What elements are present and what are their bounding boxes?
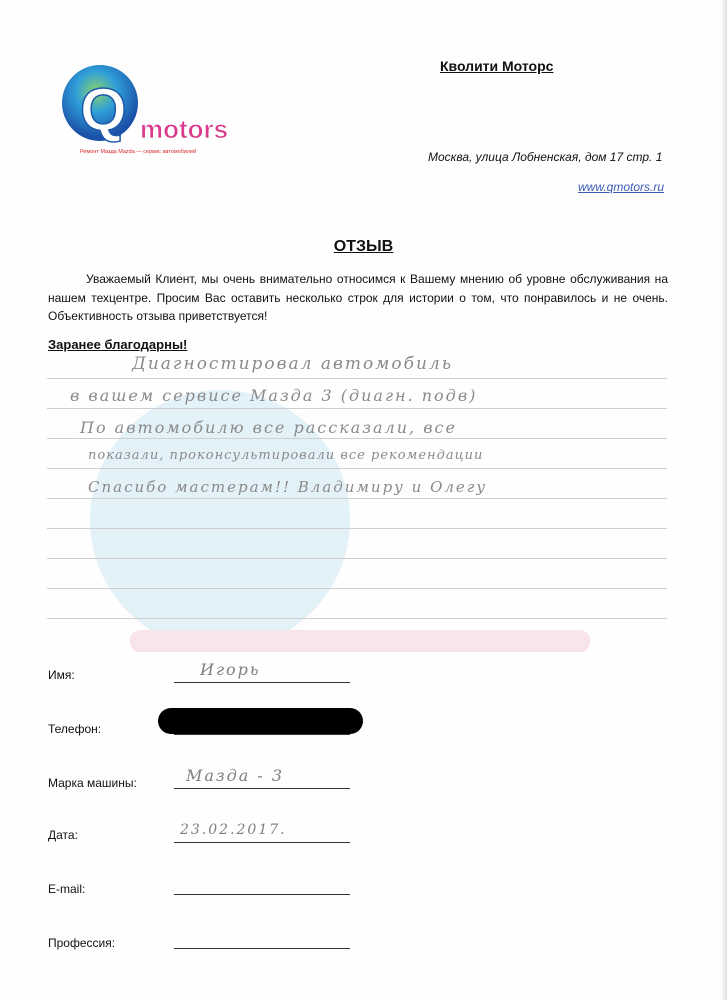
ruled-line [47,588,667,589]
review-line: Диагностировал автомобиль [132,354,454,374]
logo-tagline: Ремонт Мазда Mazda — сервис автомобилей [80,149,197,155]
thanks-heading: Заранее благодарны! [48,337,188,352]
review-line: показали, проконсультировали все рекомендации [88,448,484,463]
car-label: Марка машины: [48,776,137,790]
page-title: ОТЗЫВ [333,238,394,255]
logo-word: motors [140,114,229,144]
review-line: Спасибо мастерам!! Владимиру и Олегу [88,478,488,496]
ruled-line [47,498,667,499]
ruled-line [47,438,667,439]
phone-label: Телефон: [48,722,102,736]
ruled-line [47,408,667,409]
ruled-line [47,618,667,619]
company-name: Кволити Моторс [440,58,554,74]
ruled-line [47,378,667,379]
profession-field[interactable] [174,948,350,949]
redaction-mark [158,708,363,734]
name-label: Имя: [48,668,75,682]
car-value: Мазда - 3 [186,766,285,785]
company-address: Москва, улица Лобненская, дом 17 стр. 1 [428,150,663,164]
name-field[interactable] [174,682,350,683]
date-label: Дата: [48,828,78,842]
car-field[interactable] [174,788,350,789]
ruled-line [47,528,667,529]
ruled-line [47,468,667,469]
email-label: E-mail: [48,882,86,896]
ruled-line [47,558,667,559]
name-value: Игорь [200,660,261,679]
qmotors-logo [60,58,250,158]
date-field[interactable] [174,842,350,843]
phone-field[interactable] [174,734,350,735]
logo-letter: Q [80,76,127,143]
review-line: По автомобилю все рассказали, все [80,418,457,437]
email-field[interactable] [174,894,350,895]
date-value: 23.02.2017. [180,822,287,838]
review-line: в вашем сервисе Мазда 3 (диагн. подв) [70,386,478,405]
page-edge-shadow [721,0,727,1000]
company-website-link[interactable]: www.qmotors.ru [578,180,665,194]
intro-text: Уважаемый Клиент, мы очень внимательно относимся к Вашему мнению об уровне обслуживания на нашем техцентре. Просим Вас оставить несколько строк для истории о том, что понравилось и не очень. Объективность отзыва приветствуется! [48,272,668,323]
profession-label: Профессия: [48,936,116,950]
